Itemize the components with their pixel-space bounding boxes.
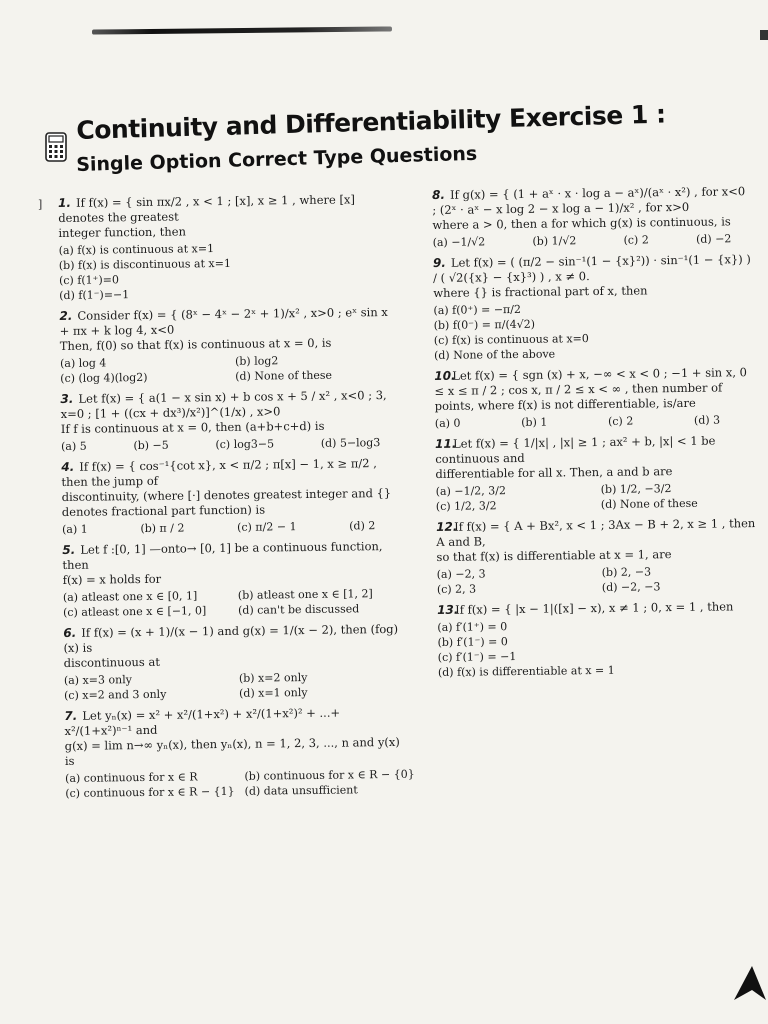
- question-continuation: so that f(x) is differentiable at x = 1, are: [436, 547, 672, 564]
- question-number: 5.: [62, 542, 76, 557]
- answer-option: (a) −1/√2: [432, 235, 486, 249]
- answer-option: (c) log3−5: [215, 437, 275, 452]
- question-item: [437, 599, 758, 680]
- question-continuation: Then, f(0) so that f(x) is continuous at x = 0, is: [59, 335, 332, 353]
- question-stem-line: [61, 456, 401, 490]
- answer-option: (b) log2: [234, 354, 279, 368]
- options-list: [436, 480, 756, 514]
- question-stem-line: [60, 388, 400, 422]
- question-item: [62, 539, 403, 620]
- question-item: [434, 365, 755, 431]
- answer-option: (a) atleast one x ∈ [0, 1]: [62, 589, 198, 604]
- question-number: 7.: [64, 708, 78, 723]
- answer-option: (c) x=2 and 3 only: [64, 687, 167, 702]
- question-continuation: If f is continuous at x = 0, then (a+b+c+d) is: [60, 418, 325, 436]
- options-list: [433, 231, 753, 250]
- question-continuation: integer function, then: [58, 224, 187, 240]
- corner-mark: [760, 30, 768, 40]
- answer-option: (a) 5: [60, 439, 87, 453]
- question-stem: Let yₙ(x) = x² + x²/(1+x²) + x²/(1+x²)² + ...+ x²/(1+x²)ⁿ⁻¹ and: [64, 705, 341, 738]
- answer-option: (d) can't be discussed: [237, 602, 360, 617]
- question-continuation: g(x) = lim n→∞ yₙ(x), then yₙ(x), n = 1, 2, 3, ..., n and y(x) is: [64, 734, 400, 768]
- question-item: [433, 252, 754, 363]
- answer-option: (c) f(x) is continuous at x=0: [433, 332, 589, 347]
- question-item: [63, 622, 404, 703]
- question-number: 1.: [58, 195, 72, 210]
- page-title: Continuity and Differentiability Exercise 1 :: [76, 99, 666, 145]
- question-number: 2.: [59, 308, 73, 323]
- question-stem-line: [63, 622, 403, 656]
- answer-option: (a) 0: [434, 416, 461, 430]
- margin-mark: ]: [38, 198, 43, 211]
- question-stem: Let f(x) = ( (π/2 − sin⁻¹(1 − {x}²)) · sin⁻¹(1 − {x}) ) / ( √2({x} − {x}³) ) , x ≠ 0.: [433, 252, 751, 285]
- question-stem: Consider f(x) = { (8ˣ − 4ˣ − 2ˣ + 1)/x² , x>0 ; eˣ sin x + πx + k log 4, x<0: [59, 304, 388, 338]
- question-stem-line: [62, 539, 402, 573]
- question-item: [60, 388, 401, 454]
- answer-option: (d) f(1⁻)=−1: [59, 288, 130, 302]
- answer-option: (d) None of these: [600, 496, 698, 511]
- answer-option: (c) atleast one x ∈ [−1, 0]: [63, 604, 207, 619]
- question-continuation: discontinuity, (where [·] denotes greatest integer and {} denotes fractional part function) is: [61, 485, 392, 519]
- question-stem-line: [433, 252, 753, 286]
- answer-option: (b) f′(1⁻) = 0: [437, 635, 508, 649]
- answer-option: (d) 5−log3: [320, 436, 381, 450]
- answer-option: (d) −2: [695, 232, 732, 246]
- answer-option: (b) f(x) is discontinuous at x=1: [58, 256, 231, 272]
- question-item: [59, 305, 400, 386]
- question-number: 6.: [63, 625, 77, 640]
- answer-option: (c) 2, 3: [436, 582, 477, 596]
- question-stem: If f(x) = (x + 1)/(x − 1) and g(x) = 1/(x − 2), then (fog)(x) is: [63, 621, 399, 655]
- options-list: [437, 616, 758, 680]
- answer-option: (a) log 4: [59, 356, 107, 370]
- question-stem-line: [432, 184, 752, 218]
- question-number: 13.: [437, 602, 459, 617]
- answer-option: (d) f(x) is differentiable at x = 1: [437, 663, 615, 679]
- answer-option: (a) continuous for x ∈ R: [65, 770, 198, 785]
- answer-option: (d) −2, −3: [601, 580, 661, 594]
- question-number: 11.: [435, 436, 457, 451]
- answer-option: (c) π/2 − 1: [237, 520, 297, 534]
- question-stem-line: [434, 365, 754, 399]
- answer-option: (b) 1: [521, 415, 548, 429]
- question-continuation: discontinuous at: [63, 654, 160, 670]
- question-number: 4.: [61, 459, 75, 474]
- question-number: 12.: [436, 519, 458, 534]
- right-column: [432, 184, 758, 686]
- options-list: [435, 412, 755, 431]
- answer-option: (c) f′(1⁻) = −1: [437, 650, 517, 664]
- answer-option: (b) π / 2: [140, 521, 185, 536]
- question-item: [436, 516, 757, 597]
- answer-option: (b) 1/√2: [532, 234, 577, 248]
- options-list: [64, 669, 404, 703]
- options-list: [60, 352, 400, 386]
- answer-option: (d) 2: [349, 519, 376, 533]
- answer-option: (c) continuous for x ∈ R − {1}: [65, 784, 235, 800]
- answer-option: (b) −5: [133, 438, 169, 453]
- answer-option: (d) data unsufficient: [244, 783, 358, 798]
- options-list: [61, 435, 401, 454]
- question-item: [58, 192, 399, 303]
- options-list: [437, 563, 757, 597]
- question-stem: Let f(x) = { 1/|x| , |x| ≥ 1 ; ax² + b, |x| < 1 be continuous and: [435, 433, 716, 466]
- top-edge-bar: [92, 26, 392, 34]
- left-column: [58, 192, 415, 807]
- calculator-icon: [45, 132, 67, 162]
- answer-option: (b) 2, −3: [601, 565, 652, 579]
- question-continuation: where a > 0, then a for which g(x) is continuous, is: [432, 214, 731, 232]
- question-number: 8.: [432, 187, 446, 202]
- options-list: [63, 586, 403, 620]
- question-stem: If f(x) = { sin πx/2 , x < 1 ; [x], x ≥ 1 , where [x] denotes the greatest: [58, 192, 355, 225]
- question-item: [435, 433, 756, 514]
- answer-option: (c) 2: [623, 233, 649, 247]
- options-list: [433, 299, 754, 363]
- options-list: [59, 239, 400, 303]
- question-item: [432, 184, 753, 250]
- question-continuation: points, where f(x) is not differentiable, is/are: [434, 395, 696, 413]
- question-stem: Let f(x) = { sgn (x) + x, −∞ < x < 0 ; −1 + sin x, 0 ≤ x ≤ π / 2 ; cos x, π / 2 ≤ x < ∞ , then number of: [434, 365, 747, 398]
- answer-option: (a) 1: [61, 522, 88, 536]
- answer-option: (a) f(0⁺) = −π/2: [433, 302, 522, 317]
- question-stem-line: [437, 599, 757, 618]
- answer-option: (b) 1/2, −3/2: [600, 482, 672, 496]
- answer-option: (a) f(x) is continuous at x=1: [58, 242, 215, 257]
- answer-option: (c) 2: [607, 414, 634, 428]
- question-item: [61, 456, 402, 537]
- question-stem: If f(x) = { |x − 1|([x] − x), x ≠ 1 ; 0, x = 1 , then: [455, 599, 734, 617]
- question-number: 9.: [432, 255, 446, 270]
- question-continuation: differentiable for all x. Then, a and b are: [435, 464, 673, 481]
- options-list: [62, 518, 402, 537]
- question-stem: If f(x) = { cos⁻¹{cot x}, x < π/2 ; π[x] − 1, x ≥ π/2 , then the jump of: [61, 456, 377, 489]
- answer-option: (a) −2, 3: [436, 567, 486, 581]
- question-stem-line: [435, 433, 755, 467]
- answer-option: (c) f(1⁺)=0: [58, 273, 120, 287]
- question-stem: If g(x) = { (1 + aˣ · x · log a − aˣ)/(aˣ · x²) , for x<0 ; (2ˣ · aˣ − x log 2 − x log a − 1)/x² , for x>0: [432, 184, 746, 217]
- answer-option: (d) None of these: [235, 368, 333, 383]
- answer-option: (b) continuous for x ∈ R − {0}: [244, 767, 415, 783]
- page-subtitle: Single Option Correct Type Questions: [76, 142, 478, 176]
- question-stem: Let f :[0, 1] —onto→ [0, 1] be a continuous function, then: [62, 539, 383, 572]
- answer-option: (d) None of the above: [433, 347, 556, 362]
- answer-option: (c) 1/2, 3/2: [435, 499, 497, 513]
- question-number: 3.: [60, 391, 74, 406]
- question-continuation: f(x) = x holds for: [62, 571, 162, 587]
- answer-option: (b) x=2 only: [238, 670, 308, 685]
- options-list: [65, 767, 415, 801]
- question-continuation: where {} is fractional part of x, then: [433, 283, 648, 300]
- question-stem-line: [59, 305, 399, 339]
- question-stem-line: [58, 192, 398, 226]
- answer-option: (c) (log 4)(log2): [60, 370, 148, 385]
- answer-option: (a) x=3 only: [63, 673, 132, 687]
- answer-option: (d) 3: [693, 413, 721, 427]
- question-stem-line: [436, 516, 756, 550]
- answer-option: (a) f′(1⁺) = 0: [437, 620, 508, 634]
- question-stem-line: [64, 705, 404, 739]
- answer-option: (b) atleast one x ∈ [1, 2]: [237, 587, 373, 602]
- question-number: 10.: [434, 368, 456, 383]
- question-stem: Let f(x) = { a(1 − x sin x) + b cos x + 5 / x² , x<0 ; 3, x=0 ; [1 + ((cx + dx³)/x²)]^(1/x) , x>0: [60, 388, 387, 421]
- page-corner-arrow-icon: [732, 962, 768, 1002]
- answer-option: (a) −1/2, 3/2: [435, 484, 507, 498]
- question-stem: If f(x) = { A + Bx², x < 1 ; 3Ax − B + 2, x ≥ 1 , then A and B,: [436, 516, 756, 549]
- answer-option: (b) f(0⁻) = π/(4√2): [433, 317, 536, 332]
- question-item: [64, 705, 415, 801]
- answer-option: (d) x=1 only: [239, 685, 308, 700]
